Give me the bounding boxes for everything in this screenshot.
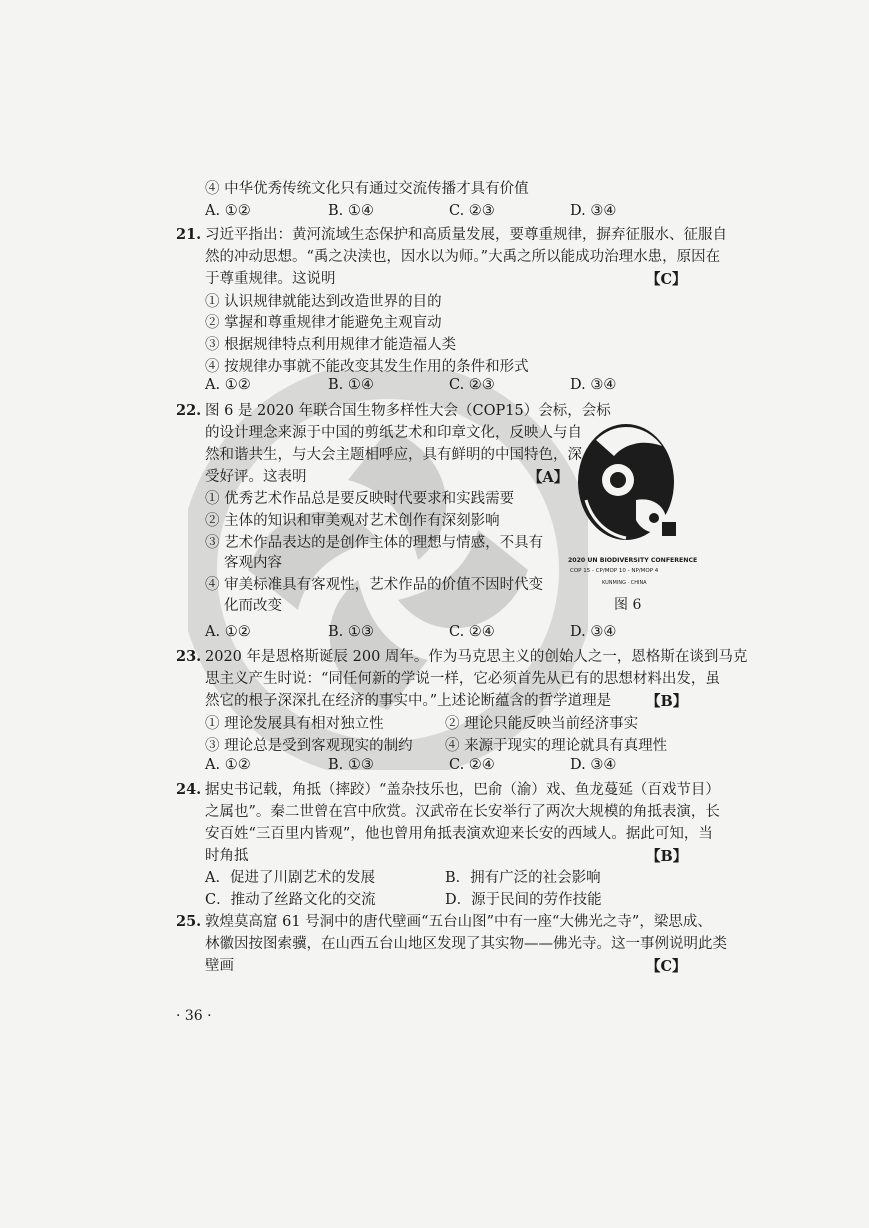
q22-stem-line-2: 的设计理念来源于中国的剪纸艺术和印章文化，反映人与自 bbox=[205, 425, 582, 441]
q21-option-2: ② 掌握和尊重规律才能避免主观盲动 bbox=[205, 315, 442, 331]
q24-stem-line-3: 安百姓“三百里内皆观”，他也曾用角抵表演欢迎来长安的西域人。据此可知，当 bbox=[205, 826, 713, 842]
q21-choice-d: D. ③④ bbox=[570, 377, 617, 393]
q21-stem-line-2: 然的冲动思想。“禹之决渎也，因水以为师。”大禹之所以能成功治理水患，原因在 bbox=[205, 249, 721, 265]
q21-answer: 【C】 bbox=[646, 271, 687, 288]
q23-choice-c: C. ②④ bbox=[449, 757, 495, 773]
cop15-emblem-figure bbox=[566, 410, 698, 610]
q25-stem-line-3: 壁画 bbox=[205, 958, 234, 974]
q22-option-1: ① 优秀艺术作品总是要反映时代要求和实践需要 bbox=[205, 491, 515, 507]
q20-choice-a: A. ①② bbox=[205, 203, 251, 219]
figure-text-line-2: COP 15 - CP/MOP 10 - NP/MOP 4 bbox=[570, 568, 659, 574]
q25-number: 25. bbox=[176, 913, 202, 930]
q20-choice-c: C. ②③ bbox=[449, 203, 495, 219]
q22-choice-a: A. ①② bbox=[205, 624, 251, 640]
q21-number: 21. bbox=[176, 226, 202, 243]
q23-option-3: ③ 理论总是受到客观现实的制约 bbox=[205, 738, 413, 754]
q23-option-4: ④ 来源于现实的理论就具有真理性 bbox=[445, 738, 668, 754]
q21-choice-a: A. ①② bbox=[205, 377, 251, 393]
q24-stem-line-4: 时角抵 bbox=[205, 848, 249, 864]
q25-stem-line-1: 敦煌莫高窟 61 号洞中的唐代壁画“五台山图”中有一座“大佛光之寺”，梁思成、 bbox=[205, 914, 712, 930]
q22-stem-line-4: 受好评。这表明 bbox=[205, 469, 307, 485]
q21-option-3: ③ 根据规律特点利用规律才能造福人类 bbox=[205, 337, 457, 353]
q22-option-2: ② 主体的知识和审美观对艺术创作有深刻影响 bbox=[205, 513, 500, 529]
q24-choice-c: C．推动了丝路文化的交流 bbox=[205, 892, 376, 908]
q22-stem-line-1: 图 6 是 2020 年联合国生物多样性大会（COP15）会标，会标 bbox=[205, 403, 611, 419]
q22-choice-d: D. ③④ bbox=[570, 624, 617, 640]
q23-option-1: ① 理论发展具有相对独立性 bbox=[205, 716, 384, 732]
q21-choice-c: C. ②③ bbox=[449, 377, 495, 393]
q23-stem-line-3: 然它的根子深深扎在经济的事实中。”上述论断蕴含的哲学道理是 bbox=[205, 693, 612, 709]
q24-number: 24. bbox=[176, 781, 202, 798]
q22-answer: 【A】 bbox=[528, 469, 569, 486]
q25-stem-line-2: 林徽因按图索骥，在山西五台山地区发现了其实物——佛光寺。这一事例说明此类 bbox=[205, 936, 727, 952]
q21-option-4: ④ 按规律办事就不能改变其发生作用的条件和形式 bbox=[205, 359, 529, 375]
figure-caption: 图 6 bbox=[614, 597, 642, 613]
figure-text-line-1: 2020 UN BIODIVERSITY CONFERENCE bbox=[568, 557, 698, 564]
q22-choice-b: B. ①③ bbox=[328, 624, 374, 640]
q22-number: 22. bbox=[176, 402, 202, 419]
q21-option-1: ① 认识规律就能达到改造世界的目的 bbox=[205, 294, 442, 310]
q23-stem-line-1: 2020 年是恩格斯诞辰 200 周年。作为马克思主义的创始人之一，恩格斯在谈到马克 bbox=[205, 649, 748, 665]
q23-number: 23. bbox=[176, 648, 202, 665]
q24-choice-d: D．源于民间的劳作技能 bbox=[445, 892, 602, 908]
q23-choice-d: D. ③④ bbox=[570, 757, 617, 773]
q22-option-4: ④ 审美标准具有客观性，艺术作品的价值不因时代变 bbox=[205, 577, 544, 593]
q24-choice-a: A．促进了川剧艺术的发展 bbox=[205, 870, 375, 886]
q20-choice-d: D. ③④ bbox=[570, 203, 617, 219]
q24-choice-b: B．拥有广泛的社会影响 bbox=[445, 870, 601, 886]
page-number: · 36 · bbox=[176, 1008, 212, 1024]
q22-option-3-cont: 客观内容 bbox=[224, 555, 282, 571]
q24-answer: 【B】 bbox=[646, 848, 688, 865]
q21-stem-line-1: 习近平指出：黄河流域生态保护和高质量发展，要尊重规律，摒弃征服水、征服自 bbox=[205, 227, 727, 243]
q22-option-4-cont: 化而改变 bbox=[224, 598, 282, 614]
q21-choice-b: B. ①④ bbox=[328, 377, 374, 393]
figure-text-line-3: KUNMING · CHINA bbox=[602, 580, 647, 586]
q24-stem-line-1: 据史书记载，角抵（摔跤）“盖杂技乐也，巴俞（渝）戏、鱼龙蔓延（百戏节目） bbox=[205, 782, 720, 798]
q23-option-2: ② 理论只能反映当前经济事实 bbox=[445, 716, 639, 732]
q22-stem-line-3: 然和谐共生，与大会主题相呼应，具有鲜明的中国特色，深 bbox=[205, 447, 582, 463]
q23-choice-b: B. ①③ bbox=[328, 757, 374, 773]
q23-stem-line-2: 思主义产生时说：“同任何新的学说一样，它必须首先从已有的思想材料出发，虽 bbox=[205, 671, 720, 687]
q24-stem-line-2: 之属也”。秦二世曾在宫中欣赏。汉武帝在长安举行了两次大规模的角抵表演，长 bbox=[205, 804, 720, 820]
q22-option-3: ③ 艺术作品表达的是创作主体的理想与情感，不具有 bbox=[205, 535, 544, 551]
q23-choice-a: A. ①② bbox=[205, 757, 251, 773]
q25-answer: 【C】 bbox=[646, 958, 687, 975]
q21-stem-line-3: 于尊重规律。这说明 bbox=[205, 271, 336, 287]
q22-choice-c: C. ②④ bbox=[449, 624, 495, 640]
q20-choice-b: B. ①④ bbox=[328, 203, 374, 219]
q20-option-4: ④ 中华优秀传统文化只有通过交流传播才具有价值 bbox=[205, 181, 529, 197]
q23-answer: 【B】 bbox=[646, 693, 688, 710]
